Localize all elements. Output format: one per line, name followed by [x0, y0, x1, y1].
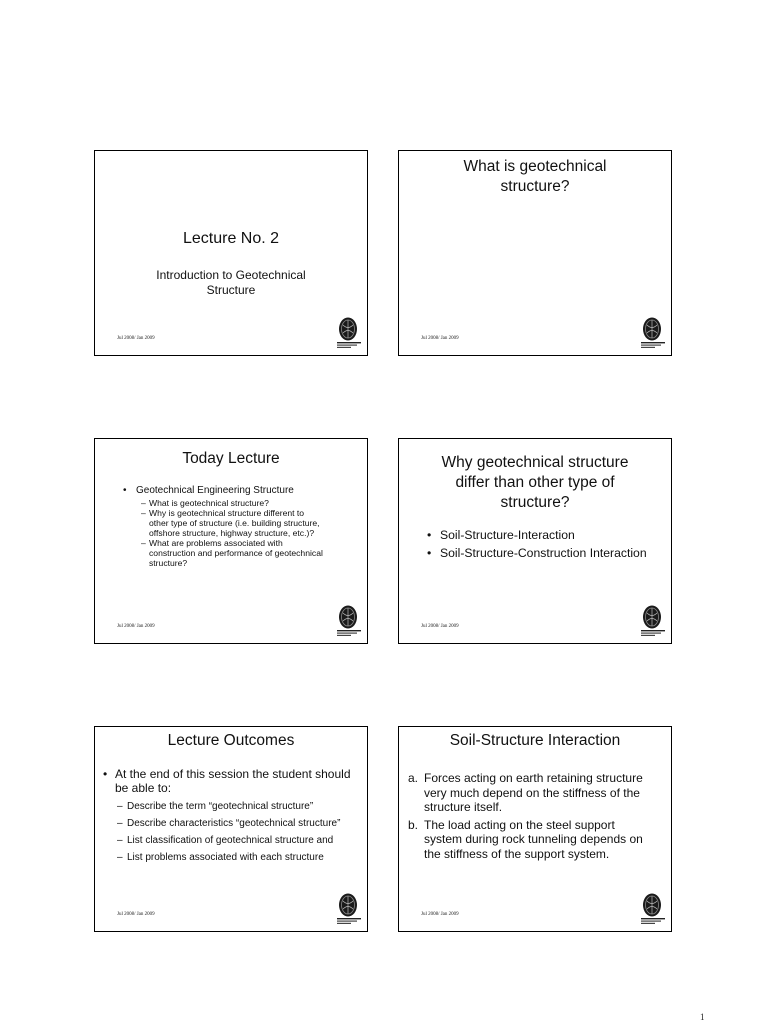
bullet-item	[103, 767, 363, 795]
sub-item	[117, 815, 363, 832]
bullet-item	[427, 544, 665, 562]
slide-1	[94, 150, 368, 356]
bullet-dot: •	[103, 767, 108, 781]
sub-item-line: structure?	[149, 558, 188, 568]
item-line: the stiffness of the support system.	[424, 846, 610, 861]
dash-marker: –	[141, 498, 146, 508]
slide-3	[94, 438, 368, 644]
sub-item-line: Why is geotechnical structure different to	[149, 508, 305, 518]
bullet-list	[103, 767, 363, 866]
item-line: Forces acting on earth retaining structure	[424, 771, 643, 785]
footer-date: Jul 2008/ Jan 2009	[117, 336, 155, 341]
bullet-dot: •	[123, 485, 127, 496]
sub-item	[117, 832, 363, 849]
sub-item-text: List problems associated with each structure	[127, 852, 324, 863]
dash-marker: –	[117, 835, 123, 846]
sub-item-line: What are problems associated with	[149, 538, 283, 548]
bullet-line: At the end of this session the student should	[115, 767, 351, 781]
sub-item-text: List classification of geotechnical structure and	[127, 835, 334, 846]
sub-item-line: construction and performance of geotechnical	[149, 548, 323, 558]
title-line: structure?	[500, 178, 570, 195]
footer-date: Jul 2008/ Jan 2009	[117, 624, 155, 629]
item-line: system during rock tunneling depends on	[424, 832, 643, 846]
university-logo	[336, 604, 362, 638]
bullet-list	[123, 485, 359, 568]
slide-subtitle	[105, 268, 357, 298]
dash-marker: –	[117, 818, 123, 829]
bullet-dot: •	[427, 546, 432, 560]
title-line: differ than other type of	[455, 474, 615, 491]
title-line: What is geotechnical	[463, 158, 607, 175]
sub-list	[117, 798, 363, 866]
bullet-text: Soil-Structure-Interaction	[440, 528, 575, 542]
slide-6	[398, 726, 672, 932]
dash-marker: –	[117, 852, 123, 863]
bullet-line: be able to:	[115, 781, 172, 795]
dash-marker: –	[117, 801, 123, 812]
bullet-item	[427, 526, 665, 544]
bullet-item	[123, 485, 359, 497]
subtitle-line: Structure	[206, 283, 256, 297]
lettered-list	[408, 771, 667, 861]
lettered-item	[408, 818, 667, 862]
slide-title: Today Lecture	[182, 450, 280, 467]
item-marker: a.	[408, 771, 419, 785]
slide-title: Soil-Structure Interaction	[449, 732, 621, 749]
sub-item-line: other type of structure (i.e. building structure,	[149, 518, 320, 528]
page-number: 1	[700, 1012, 705, 1022]
bullet-text: Geotechnical Engineering Structure	[136, 485, 294, 496]
sub-item-text: Describe the term “geotechnical structure”	[127, 801, 314, 812]
slide-title: Lecture Outcomes	[167, 732, 295, 749]
sub-item	[117, 849, 363, 866]
slide-5	[94, 726, 368, 932]
dash-marker: –	[141, 508, 146, 518]
footer-date: Jul 2008/ Jan 2009	[421, 624, 459, 629]
item-line: structure itself.	[424, 800, 503, 814]
title-line: structure?	[500, 494, 570, 511]
footer-date: Jul 2008/ Jan 2009	[117, 912, 155, 917]
item-marker: b.	[408, 817, 419, 832]
sub-item	[117, 798, 363, 815]
subtitle-line: Introduction to Geotechnical	[156, 268, 306, 282]
bullet-text: Soil-Structure-Construction Interaction	[440, 546, 647, 560]
bullet-dot: •	[427, 528, 432, 542]
sub-item	[141, 508, 359, 538]
slide-title: Lecture No. 2	[182, 230, 280, 247]
sub-item-line: What is geotechnical structure?	[149, 498, 269, 508]
slide-2	[398, 150, 672, 356]
university-logo	[640, 316, 666, 350]
sub-item	[141, 498, 359, 508]
bullet-list	[427, 526, 665, 562]
lettered-item	[408, 771, 667, 815]
university-logo	[336, 892, 362, 926]
footer-date: Jul 2008/ Jan 2009	[421, 912, 459, 917]
university-logo	[640, 892, 666, 926]
sub-list	[141, 498, 359, 568]
item-line: The load acting on the steel support	[424, 817, 615, 832]
slide-title	[407, 453, 663, 513]
sub-item-line: offshore structure, highway structure, etc.)?	[149, 528, 315, 538]
title-line: Why geotechnical structure	[441, 454, 629, 471]
item-line: very much depend on the stiffness of the	[424, 785, 640, 800]
sub-item	[141, 538, 359, 568]
dash-marker: –	[141, 538, 146, 548]
university-logo	[336, 316, 362, 350]
slide-title	[407, 157, 663, 197]
slide-4	[398, 438, 672, 644]
footer-date: Jul 2008/ Jan 2009	[421, 336, 459, 341]
sub-item-text: Describe characteristics “geotechnical structure”	[127, 818, 341, 829]
university-logo	[640, 604, 666, 638]
